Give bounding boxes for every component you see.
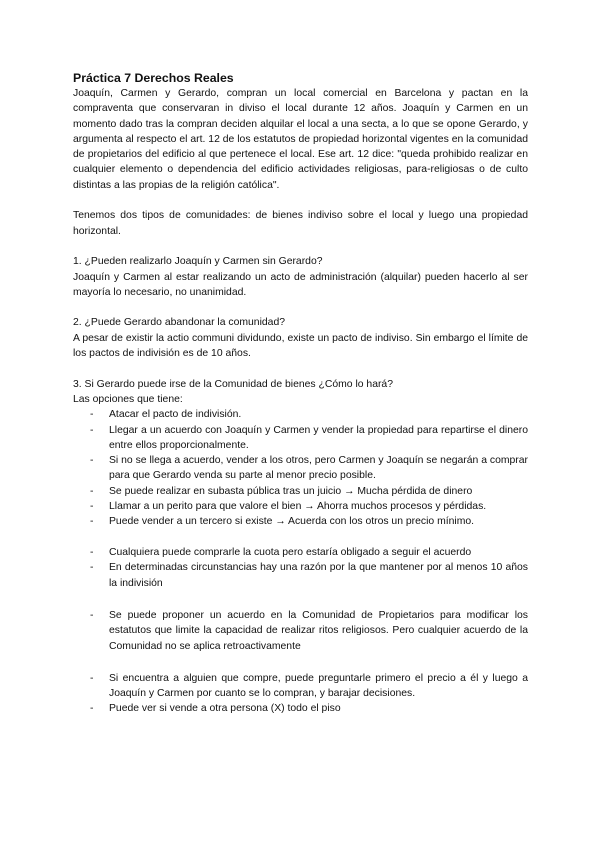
options-list-2 (73, 545, 528, 591)
list-item: - Puede ver si vende a otra persona (X) todo el piso (73, 701, 528, 716)
list-item: - Si encuentra a alguien que compre, puede preguntarle primero el precio a él y luego a Joaquín y Carmen por cuanto se lo compran, y barajar decisiones. (73, 671, 528, 702)
list-item: - Atacar el pacto de indivisión. (73, 407, 528, 422)
intro-paragraph: Joaquín, Carmen y Gerardo, compran un local comercial en Barcelona y pactan en la compraventa que conservaran in diviso el local durante 12 años. Joaquín y Carmen en un momento dado tras la compran deciden alquilar el local a una secta, a lo que se opone Gerardo, y argumenta al respecto el art. 12 de los estatutos de propiedad horizontal vigentes en la comunidad de propietarios del edificio al que pertenece el local. Ese art. 12 dice: "queda prohibido realizar en cualquier elemento o dependencia del edificio actividades religiosas, para-religiosas o de culto distintas a las propias de la religión católica". (73, 88, 528, 191)
options-lead: Las opciones que tiene: (73, 393, 183, 405)
communities-paragraph: Tenemos dos tipos de comunidades: de bienes indiviso sobre el local y luego una propiedad horizontal. (73, 210, 528, 237)
list-item: - Llamar a un perito para que valore el bien → Ahorra muchos procesos y pérdidas. (73, 499, 528, 514)
document-title: Práctica 7 Derechos Reales (73, 71, 234, 85)
list-item: - Puede vender a un tercero si existe → Acuerda con los otros un precio mínimo. (73, 514, 528, 529)
answer-1: Joaquín y Carmen al estar realizando un acto de administración (alquilar) pueden hacerlo al ser mayoría lo necesario, no unanimidad. (73, 271, 528, 298)
question-3: 3. Si Gerardo puede irse de la Comunidad de bienes ¿Cómo lo hará? (73, 378, 393, 390)
document-page (73, 71, 528, 717)
list-item: - Si no se llega a acuerdo, vender a los otros, pero Carmen y Joaquín se negarán a comprar para que Gerardo venda su parte al menor precio posible. (73, 453, 528, 484)
options-list-3 (73, 608, 528, 654)
options-list-4 (73, 671, 528, 717)
list-item: - Se puede realizar en subasta pública tras un juicio → Mucha pérdida de dinero (73, 484, 528, 499)
list-item: - Cualquiera puede comprarle la cuota pero estaría obligado a seguir el acuerdo (73, 545, 528, 560)
question-1: 1. ¿Pueden realizarlo Joaquín y Carmen sin Gerardo? (73, 256, 323, 268)
list-item: - En determinadas circunstancias hay una razón por la que mantener por al menos 10 años la indivisión (73, 560, 528, 591)
question-2: 2. ¿Puede Gerardo abandonar la comunidad? (73, 317, 285, 329)
answer-2: A pesar de existir la actio communi dividundo, existe un pacto de indiviso. Sin embargo el límite de los pactos de indivisión es de 10 años. (73, 332, 528, 360)
list-item: - Se puede proponer un acuerdo en la Comunidad de Propietarios para modificar los estatutos que limite la capacidad de realizar ritos religiosos. Pero cualquier acuerdo de la Comunidad no se aplica retroactivamente (73, 608, 528, 654)
options-list (73, 407, 528, 529)
list-item: - Llegar a un acuerdo con Joaquín y Carmen y vender la propiedad para repartirse el dinero entre ellos proporcionalmente. (73, 423, 528, 454)
